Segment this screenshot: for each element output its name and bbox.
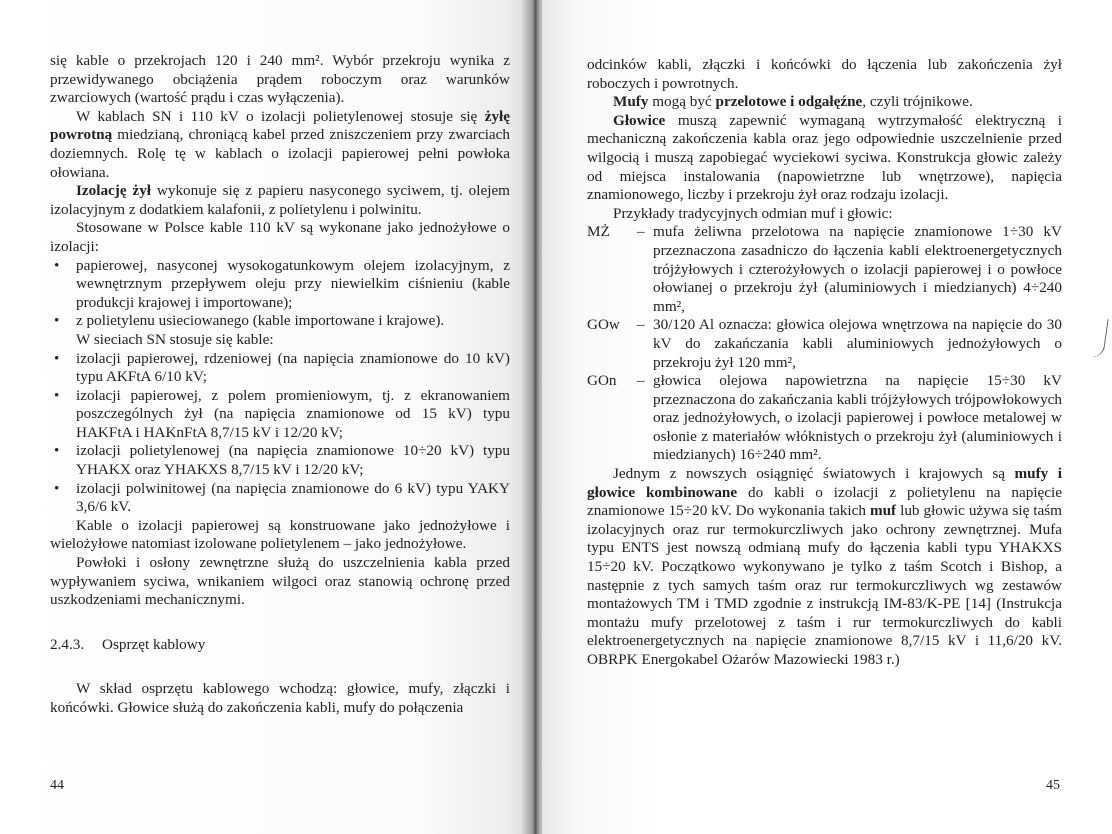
paragraph: Głowice muszą zapewnić wymaganą wytrzymałość elektryczną i mechaniczną zakończenia kabla oraz jego odpowiednie uszczelnienie przed wilgocią i muszą zapobiegać wyciekowi syciwa. Konstrukcja głowic zależy od miejsca instalowania (napowietrzne lub wnętrzowe), napięcia znamionowego, liczby i przekroju żył oraz rodzaju izolacji. — [587, 111, 1062, 204]
list-item: • izolacji polietylenowej (na napięcia znamionowe 10÷20 kV) typu YHAKX oraz YHAKXS 8,7/15 kV i 12/20 kV; — [54, 442, 510, 479]
bullet-icon: • — [54, 312, 60, 330]
paragraph: W skład osprzętu kablowego wchodzą: głowice, mufy, złączki i końcówki. Głowice służą do zakończenia kabli, mufy do połączenia — [50, 680, 510, 716]
paragraph: Kable o izolacji papierowej są konstruowane jako jednożyłowe i wielożyłowe natomiast izolowane polietylenem – jako jednożyłowe. — [50, 516, 510, 553]
section-title: Osprzęt kablowy — [102, 635, 206, 653]
definition-item — [587, 316, 1062, 372]
bullet-icon: • — [54, 256, 60, 274]
page-number: 45 — [1046, 778, 1060, 793]
section-number: 2.4.3. — [50, 635, 85, 653]
bullet-list-sn — [50, 350, 510, 517]
definition-term: MŻ — [587, 223, 610, 241]
definition-term: GOw — [587, 316, 620, 334]
list-item: • izolacji polwinitowej (na napięcia znamionowe do 6 kV) typu YAKY 3,6/6 kV. — [54, 479, 510, 516]
paragraph: Izolację żył wykonuje się z papieru nasyconego syciwem, tj. olejem izolacyjnym z dodatkiem kalafonii, z polietylenu i polwinitu. — [50, 182, 510, 218]
bullet-list-110kv — [50, 257, 510, 331]
page-number: 44 — [50, 778, 64, 793]
dash: – — [637, 316, 645, 334]
left-page — [0, 0, 530, 834]
section-heading — [50, 636, 510, 655]
right-text-column — [587, 56, 1062, 670]
paragraph: Mufy mogą być przelotowe i odgałęźne, czyli trójnikowe. — [613, 93, 973, 111]
paragraph: się kable o przekrojach 120 i 240 mm². Wybór przekroju wynika z przewidywanego obciążenia prądem roboczym oraz warunków zwarciowych (wartość prądu i czas wyłączenia). — [50, 52, 510, 107]
paragraph: W kablach SN i 110 kV o izolacji polietylenowej stosuje się żyłę powrotną miedzianą, chroniącą kabel przed zniszczeniem przy zwarciach doziemnych. Rolę tę w kablach o izolacji papierowej pełni powłoka ołowiana. — [50, 107, 510, 181]
list-item: • z polietylenu usieciowanego (kable importowane i krajowe). — [54, 312, 445, 330]
list-item: • papierowej, nasyconej wysokogatunkowym olejem izolacyjnym, z wewnętrznym przepływem oleju przy niewielkim ciśnieniu (kable produkcji krajowej i importowane); — [54, 256, 510, 311]
bullet-icon: • — [54, 349, 60, 367]
list-item: • izolacji papierowej, rdzeniowej (na napięcia znamionowe do 10 kV) typu AKFtA 6/10 kV; — [54, 349, 510, 386]
bullet-icon: • — [54, 386, 60, 404]
definition-text: głowica olejowa napowietrzna na napięcie 15÷30 kV przeznaczona do zakańczania kabli trójżyłowych trójpowłokowych oraz jednożyłowych, o izolacji papierowej i powłoce metalowej w osłonie z materiałów włóknistych o przekroju żył (aluminiowych i miedzianych) 16÷240 mm². — [653, 372, 1062, 464]
paragraph: odcinków kabli, złączki i końcówki do łączenia lub zakończenia żył roboczych i powrotnych. — [587, 56, 1062, 92]
definition-item — [587, 223, 1062, 316]
bullet-icon: • — [54, 479, 60, 497]
paragraph: Przykłady tradycyjnych odmian muf i głowic: — [613, 204, 893, 222]
dash: – — [637, 372, 645, 390]
dash: – — [637, 223, 645, 241]
paragraph: Powłoki i osłony zewnętrzne służą do uszczelnienia kabla przed wypływaniem syciwa, wnikaniem wilgoci oraz stanowią ochronę przed uszkodzeniami mechanicznymi. — [50, 554, 510, 609]
pencil-mark — [1090, 317, 1108, 358]
left-text-column — [50, 52, 510, 718]
definition-item — [587, 372, 1062, 465]
paragraph: Jednym z nowszych osiągnięć światowych i krajowych są mufy i głowice kombinowane do kabli o izolacji z polietylenu na napięcie znamionowe 15÷20 kV. Do wykonania takich muf lub głowic używa się taśm izolacyjnych oraz rur termokurczliwych jako ochrony zewnętrznej. Mufa typu ENTS jest nowszą odmianą mufy do łączenia kabli typu YHAKXS 15÷20 kV. Początkowo wykonywano je tylko z taśm Scotch i Bishop, a następnie z tych samych taśm oraz rur termokurczliwych wg zestawów montażowych TM i TMD zgodnie z instrukcją IM-83/K-PE [14] (Instrukcja montażu mufy przelotowej z taśm i rur termokurczliwych do kabli elektroenergetycznych na napięcie znamionowe 8,7/15 kV i 11,6/20 kV. OBRPK Energokabel Ożarów Mazowiecki 1983 r.) — [587, 465, 1062, 668]
paragraph: Stosowane w Polsce kable 110 kV są wykonane jako jednożyłowe o izolacji: — [50, 219, 510, 255]
list-item: • izolacji papierowej, z polem promieniowym, tj. z ekranowaniem poszczególnych żył (na napięcia znamionowe od 15 kV) typu HAKFtA i HAKnFtA 8,7/15 kV i 12/20 kV; — [54, 386, 510, 441]
definition-text: 30/120 Al oznacza: głowica olejowa wnętrzowa na napięcie do 30 kV do zakańczania kabli aluminiowych jednożyłowych o przekroju żył 120 mm², — [653, 316, 1062, 371]
bullet-icon: • — [54, 442, 60, 460]
paragraph: W sieciach SN stosuje się kable: — [76, 330, 274, 348]
definition-text: mufa żeliwna przelotowa na napięcie znamionowe 1÷30 kV przeznaczona zasadniczo do łączenia kabli elektroenergetycznych trójżyłowych i czterożyłowych o izolacji papierowej i o powłoce ołowianej o przekroju żył (aluminiowych i miedzianych) 4÷240 mm², — [653, 223, 1062, 315]
definition-term: GOn — [587, 372, 617, 390]
right-page — [542, 0, 1112, 834]
